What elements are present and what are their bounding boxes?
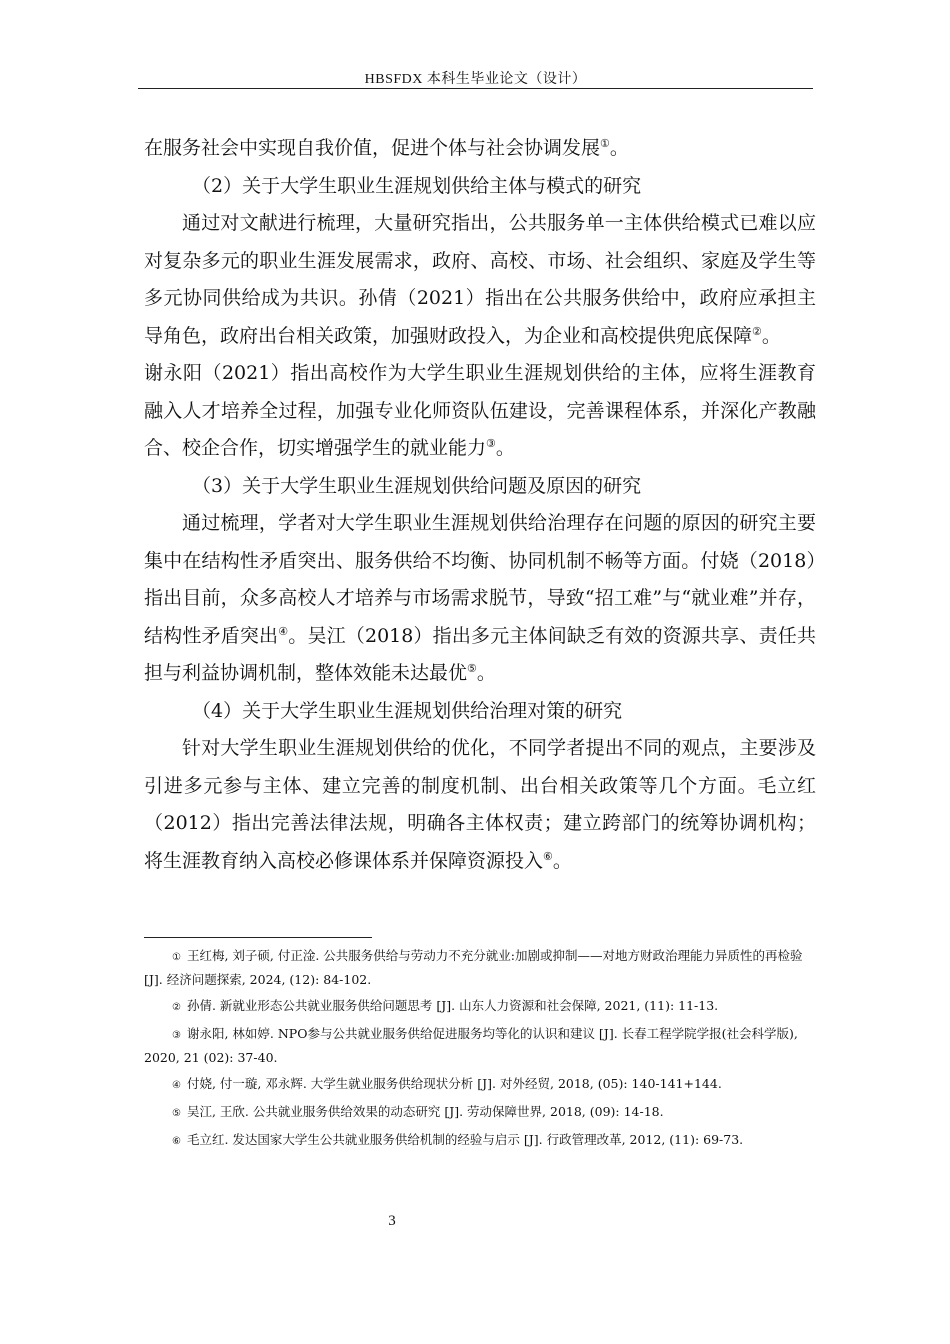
- paragraph: 针对大学生职业生涯规划供给的优化，不同学者提出不同的观点，主要涉及引进多元参与主体、建立完善的制度机制、出台相关政策等几个方面。毛立红（2012）指出完善法律法规，明确各主体权责；建立跨部门的统筹协调机构；将生涯教育纳入高校必修课体系并保障资源投入⑥。: [144, 737, 816, 872]
- paragraph: 谢永阳（2021）指出高校作为大学生职业生涯规划供给的主体，应将生涯教育融入人才培养全过程，加强专业化师资队伍建设，完善课程体系，并深化产教融合、校企合作，切实增强学生的就业能力③。: [144, 362, 816, 459]
- footnote-reference: ②: [752, 324, 762, 338]
- footnotes: [144, 945, 816, 1157]
- footnote-mark: ①: [172, 952, 181, 963]
- footnote-reference: ④: [278, 624, 289, 638]
- body-text: [144, 130, 816, 880]
- footnote-mark: ⑤: [172, 1108, 181, 1119]
- footnote: ⑥ 毛立红. 发达国家大学生公共就业服务供给机制的经验与启示 [J]. 行政管理改革, 2012, (11): 69-73.: [172, 1132, 744, 1147]
- section-heading: （4）关于大学生职业生涯规划供给治理对策的研究: [192, 699, 623, 722]
- paragraph: 在服务社会中实现自我价值，促进个体与社会协调发展①。: [144, 137, 629, 159]
- section-heading: （2）关于大学生职业生涯规划供给主体与模式的研究: [192, 174, 642, 197]
- footnote-reference: ③: [486, 437, 496, 450]
- running-header: HBSFDX 本科生毕业论文（设计）: [364, 72, 587, 87]
- footnote-reference: ⑤: [467, 662, 477, 675]
- header-rule: [138, 88, 813, 89]
- footnote-reference: ①: [600, 137, 610, 150]
- footnote: ① 王红梅, 刘子硕, 付正淦. 公共服务供给与劳动力不充分就业:加剧或抑制——对地方财政治理能力异质性的再检验 [J]. 经济问题探索, 2024, (12): 84-102.: [144, 948, 803, 987]
- footnote: ③ 谢永阳, 林如婷. NPO参与公共就业服务供给促进服务均等化的认识和建议 [J]. 长春工程学院学报(社会科学版), 2020, 21 (02): 37-40.: [144, 1026, 798, 1065]
- footnote: ⑤ 吴江, 王欣. 公共就业服务供给效果的动态研究 [J]. 劳动保障世界, 2018, (09): 14-18.: [172, 1104, 664, 1119]
- footnote-separator: [144, 937, 372, 938]
- footnote-mark: ②: [172, 1002, 181, 1013]
- footnote-mark: ④: [172, 1080, 181, 1091]
- section-heading: （3）关于大学生职业生涯规划供给问题及原因的研究: [192, 474, 642, 497]
- paragraph: 通过对文献进行梳理，大量研究指出，公共服务单一主体供给模式已难以应对复杂多元的职业生涯发展需求，政府、高校、市场、社会组织、家庭及学生等多元协同供给成为共识。孙倩（2021）指出在公共服务供给中，政府应承担主导角色，政府出台相关政策，加强财政投入，为企业和高校提供兜底保障②。: [144, 212, 816, 347]
- footnote-reference: ⑥: [543, 849, 553, 863]
- footnote-mark: ③: [172, 1030, 181, 1041]
- paragraph: 通过梳理，学者对大学生职业生涯规划供给治理存在问题的原因的研究主要集中在结构性矛盾突出、服务供给不均衡、协同机制不畅等方面。付娆（2018）指出目前，众多高校人才培养与市场需求脱节，导致“招工难”与“就业难”并存，结构性矛盾突出④。吴江（2018）指出多元主体间缺乏有效的资源共享、责任共担与利益协调机制，整体效能未达最优⑤。: [144, 512, 816, 684]
- page-number: 3: [388, 1213, 396, 1229]
- footnote: ④ 付娆, 付一璇, 邓永辉. 大学生就业服务供给现状分析 [J]. 对外经贸, 2018, (05): 140-141+144.: [172, 1076, 722, 1091]
- footnote-mark: ⑥: [172, 1136, 181, 1147]
- footnote: ② 孙倩. 新就业形态公共就业服务供给问题思考 [J]. 山东人力资源和社会保障, 2021, (11): 11-13.: [172, 998, 719, 1013]
